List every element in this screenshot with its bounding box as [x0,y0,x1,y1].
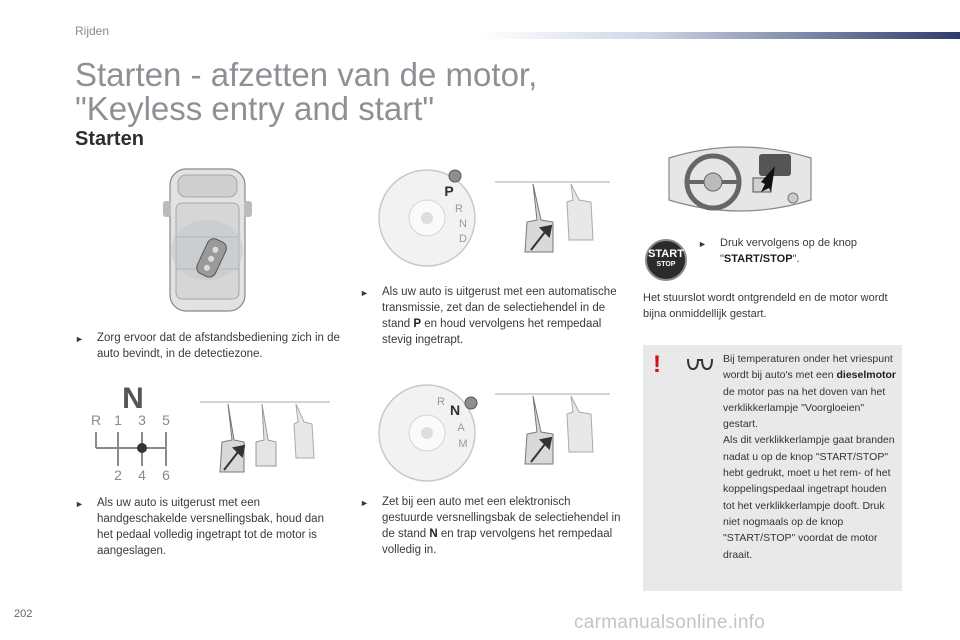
step-etg [360,494,622,558]
step-press-button [698,235,878,267]
dial-label-p: P [444,183,454,199]
result-text: Het stuurslot wordt ontgrendeld en de motor wordt bijna onmiddellijk gestart. [643,292,888,320]
gear-label-4: 4 [138,467,146,483]
step-manual-text: Als uw auto is uitgerust met een handgeschakelde versnellingsbak, houd dan het pedaal volledig ingetrapt tot de motor is aangeslagen. [97,497,324,557]
watermark: carmanualsonline.info [574,612,766,633]
manual-pedals-illustration [200,400,330,480]
arrow-bullet-icon: ► [75,499,84,509]
page-title-line-2: "Keyless entry and start" [75,90,435,127]
etg-pedals-illustration [495,392,610,472]
manual-gear-diagram [88,380,183,485]
section-label: Rijden [75,24,110,38]
step-etg-text-before: Zet bij een auto met een elektronisch gestuurde versnellingsbak de selectiehendel in de stand [382,496,621,540]
dial-label-m: M [458,438,468,450]
dashboard-illustration [665,138,815,226]
step-auto-text-after: en houd vervolgens het rempedaal stevig ingetrapt. [382,318,602,346]
step-etg-gear: N [429,528,438,540]
warning-text [723,351,899,563]
gear-label-3: 3 [138,412,146,428]
gear-label-1: 1 [114,412,122,428]
stop-icon-label: STOP [656,261,676,268]
step-key-text: Zorg ervoor dat de afstandsbediening zich in de auto bevindt, in de detectiezone. [97,332,340,360]
automatic-selector-dial [375,168,485,268]
dial-label-r: R [455,203,463,215]
warning-exclamation-icon: ! [653,351,661,378]
etg-selector-dial [375,383,485,483]
step-manual-gearbox [75,495,330,559]
step-button-name: START/STOP [723,253,793,265]
warning-text-before: Bij temperaturen onder het vriespunt wordt bij auto's met een [723,353,893,382]
arrow-bullet-icon: ► [360,288,369,298]
page-number: 202 [14,608,33,620]
dial-label-d: D [459,233,467,245]
dial-label-n: N [449,402,461,418]
header-bar [480,32,960,39]
gear-label-6: 6 [162,467,170,483]
gear-label-r: R [90,412,102,428]
arrow-bullet-icon: ► [75,334,84,344]
step-automatic [360,284,622,348]
dial-label-r: R [437,396,445,408]
start-stop-button-icon [645,239,687,281]
arrow-bullet-icon: ► [698,239,707,249]
gear-label-2: 2 [114,467,122,483]
step-button-text-before: Druk vervolgens op de knop " [720,237,857,265]
step-auto-gear: P [413,318,421,330]
page-title [75,58,537,126]
step-etg-text-after: en trap vervolgens het rempedaal volledig in. [382,528,613,556]
warning-bold: dieselmotor [836,369,896,382]
start-icon-label: START [648,248,684,260]
page-title-line-1: Starten - afzetten van de motor, [75,56,538,93]
step-auto-text-before: Als uw auto is uitgerust met een automatische transmissie, zet dan de selectiehendel in de stand [382,286,617,330]
warning-box [643,345,902,591]
dial-label-n: N [459,218,467,230]
dial-label-a: A [457,422,465,434]
step-key-in-car [75,330,340,362]
car-top-view-illustration [160,165,255,315]
automatic-pedals-illustration [495,180,610,260]
gear-diagram-selected: N [122,382,144,415]
warning-text-after: de motor pas na het doven van het verklikkerlampje "Voorgloeien" gestart. Als dit verklikkerlampje gaat branden nadat u op de knop "START/STOP" hebt gedrukt, moet u het rem- of het koppelingspedaal ingetrapt houden tot het verklikkerlampje dooft. Druk niet nogmaals op de knop "START/STOP" voordat de motor draait. [723,385,895,561]
section-subtitle: Starten [75,128,144,150]
glow-plug-icon [685,357,715,373]
gear-label-5: 5 [162,412,170,428]
step-button-text-after: ". [792,253,800,265]
arrow-bullet-icon: ► [360,498,369,508]
